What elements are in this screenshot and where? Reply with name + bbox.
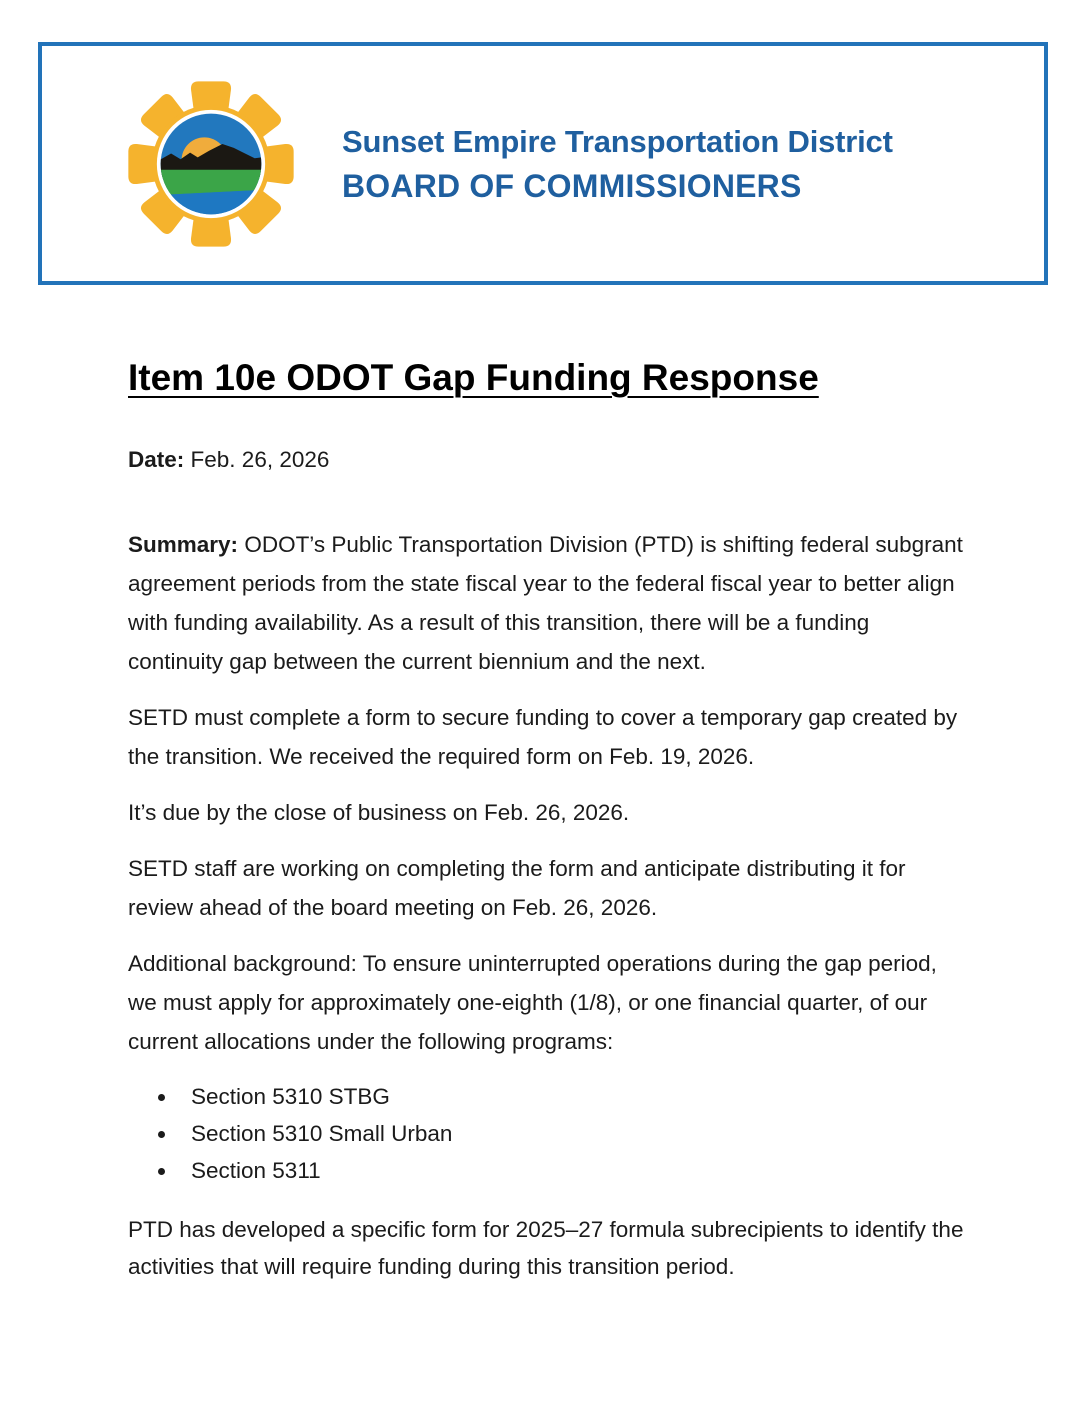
bullet-item: • Section 5310 Small Urban bbox=[178, 1115, 968, 1152]
org-logo bbox=[116, 68, 306, 260]
document-body bbox=[128, 356, 968, 1285]
program-bullet-list bbox=[128, 1078, 968, 1189]
gear-landscape-logo-icon bbox=[116, 68, 306, 260]
summary-paragraph bbox=[128, 525, 968, 681]
paragraph: It’s due by the close of business on Feb. 26, 2026. bbox=[128, 800, 630, 825]
paragraph: SETD must complete a form to secure funding to cover a temporary gap created by the transition. We received the required form on Feb. 19, 2026. bbox=[128, 705, 958, 769]
org-subtitle: BOARD OF COMMISSIONERS bbox=[342, 167, 802, 204]
bullet-item: • Section 5311 bbox=[178, 1152, 968, 1189]
letterhead-box bbox=[38, 42, 1048, 285]
date-value: Feb. 26, 2026 bbox=[190, 447, 330, 472]
summary-text: ODOT’s Public Transportation Division (PTD) is shifting federal subgrant agreement periods from the state fiscal year to the federal fiscal year to better align with funding availability. As a result of this transition, there will be a funding continuity gap between the current biennium and the next. bbox=[128, 532, 963, 674]
org-title-block bbox=[342, 120, 893, 208]
document-title: Item 10e ODOT Gap Funding Response bbox=[128, 357, 819, 398]
org-name: Sunset Empire Transportation District bbox=[342, 123, 893, 159]
bullet-item: • Section 5310 STBG bbox=[178, 1078, 968, 1115]
date-label: Date: bbox=[128, 447, 185, 472]
summary-label: Summary: bbox=[128, 532, 239, 557]
paragraph: Additional background: To ensure uninterrupted operations during the gap period, we must apply for approximately one-eighth (1/8), or one financial quarter, of our current allocations under the following programs: bbox=[128, 951, 937, 1054]
closing-paragraph: PTD has developed a specific form for 2025–27 formula subrecipients to identify the activities that will require funding during this transition period. bbox=[128, 1217, 964, 1279]
paragraph: SETD staff are working on completing the form and anticipate distributing it for review ahead of the board meeting on Feb. 26, 2026. bbox=[128, 856, 906, 920]
date-line bbox=[128, 440, 968, 479]
